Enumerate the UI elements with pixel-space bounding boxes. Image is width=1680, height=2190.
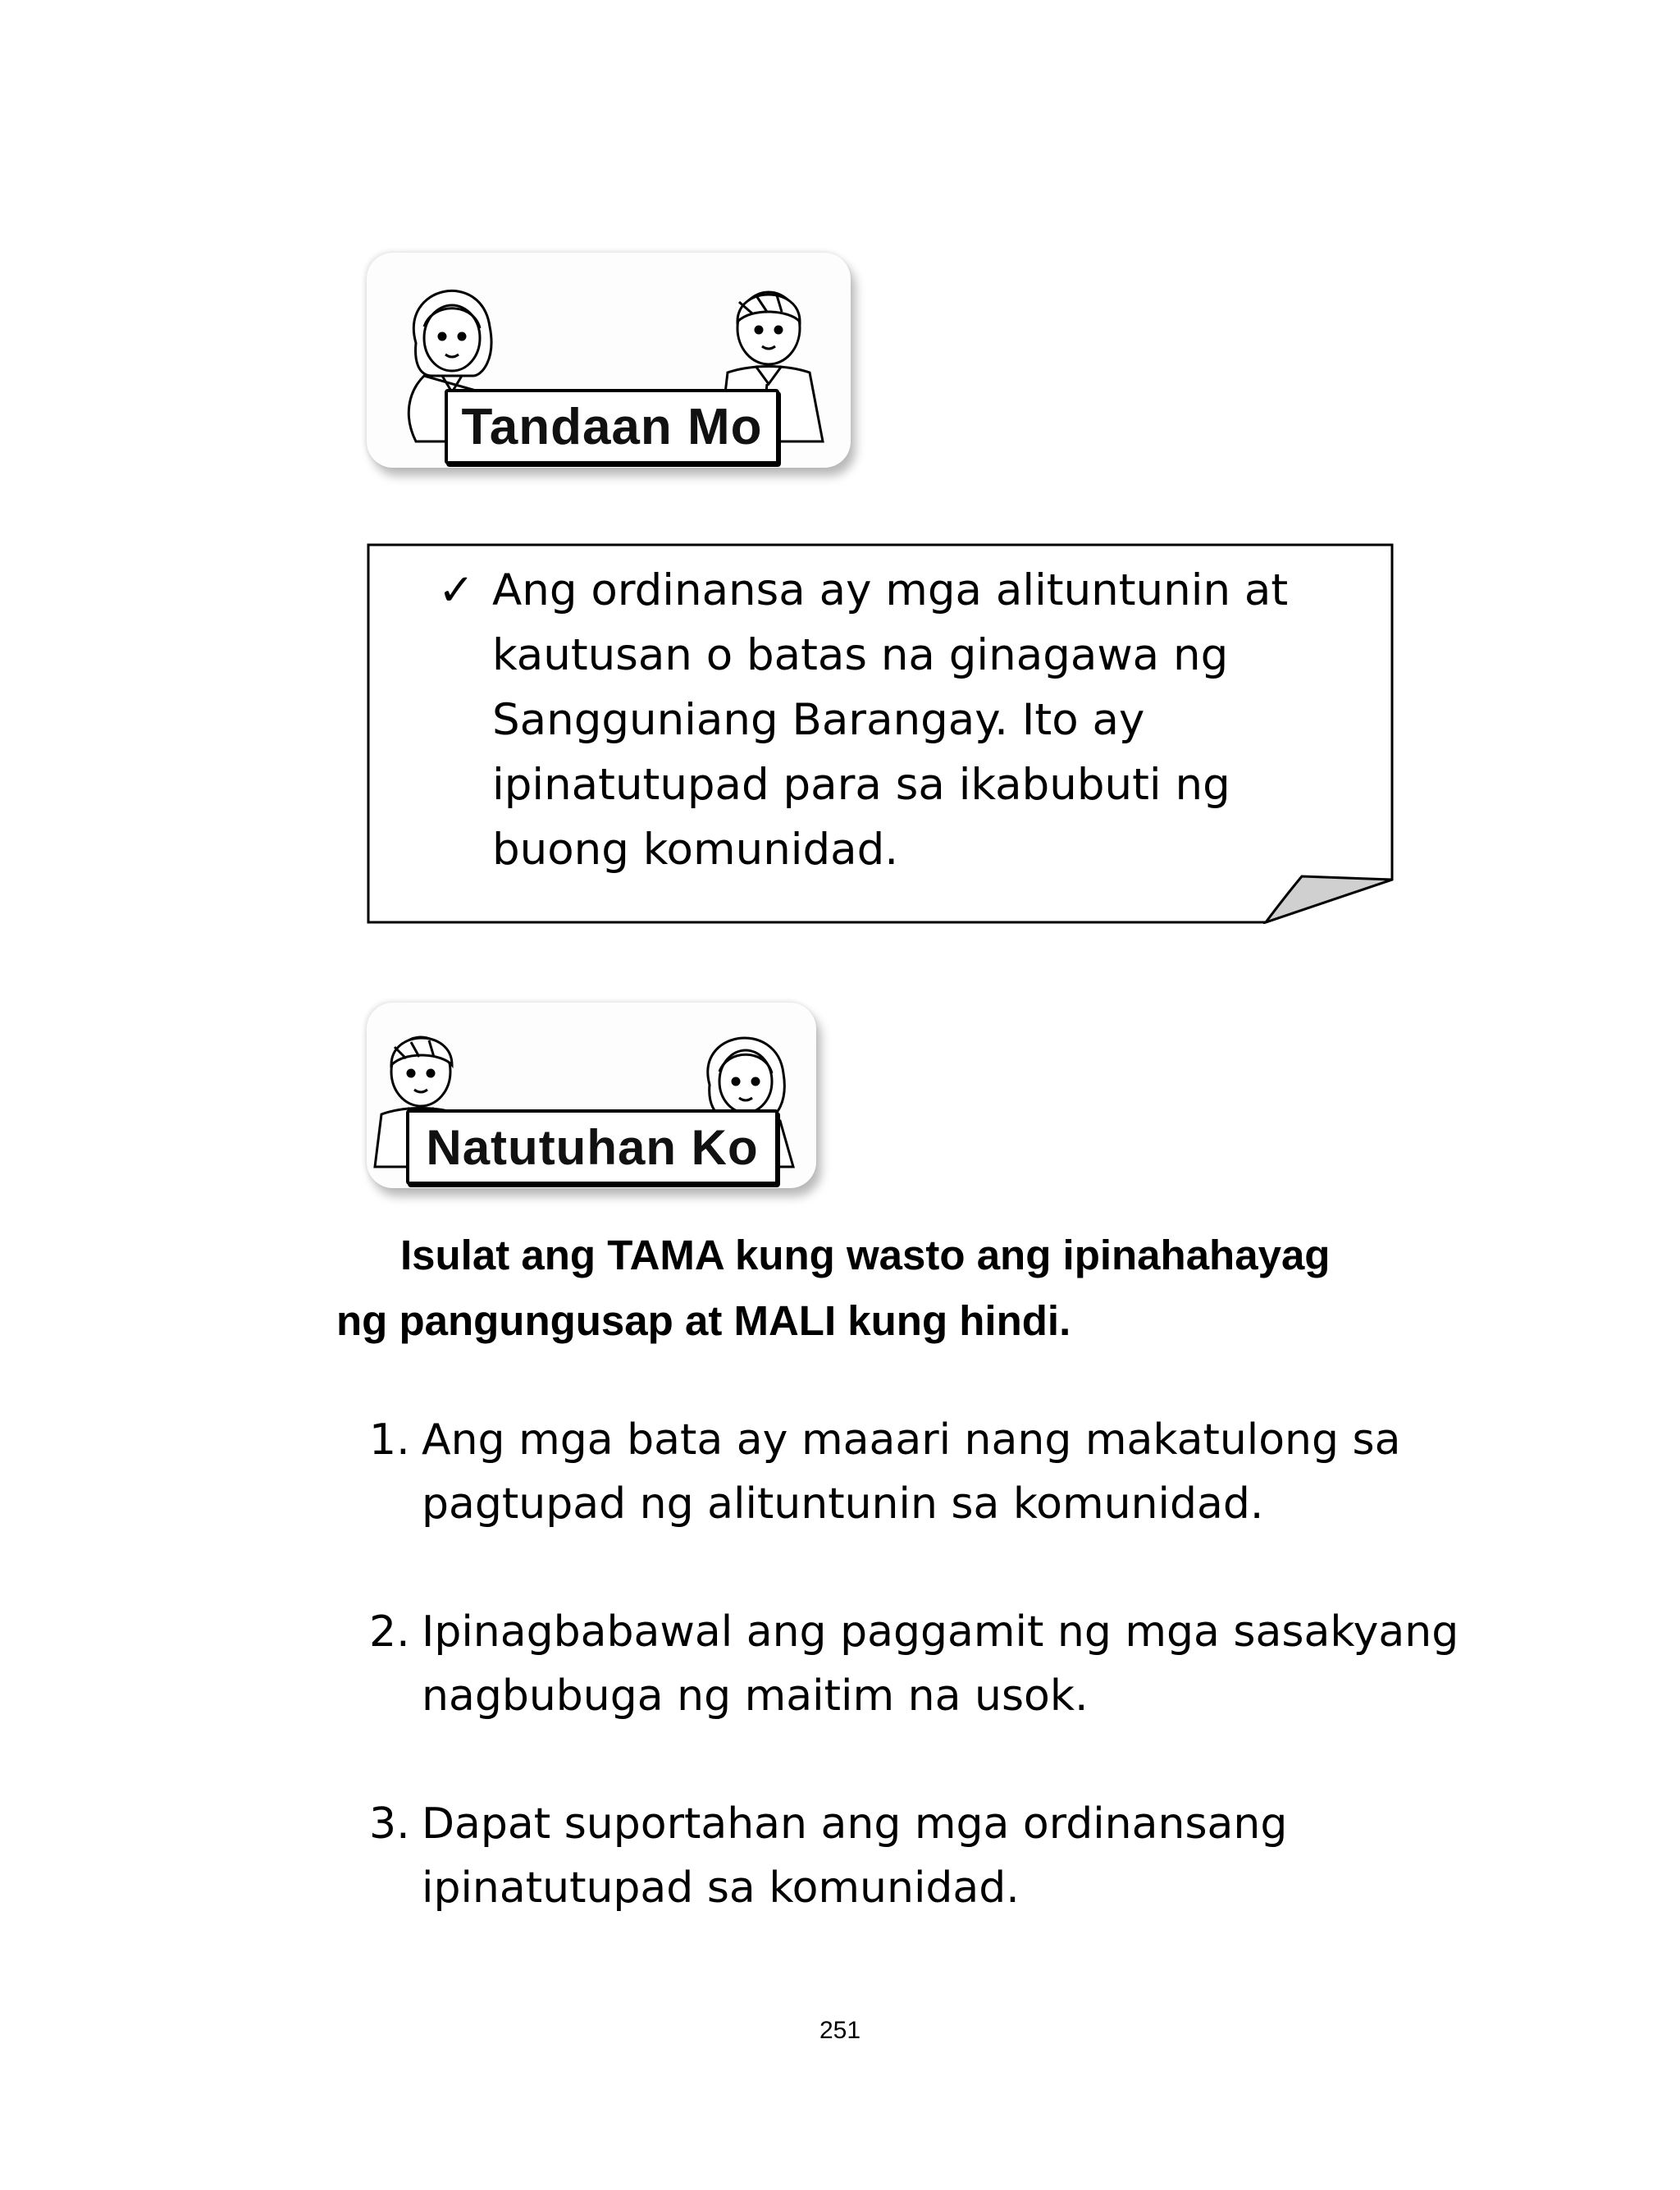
instruction-text — [336, 1223, 1485, 1354]
page-number: 251 — [819, 2017, 861, 2044]
list-item — [369, 1792, 1518, 1920]
tandaan-mo-badge — [367, 253, 851, 468]
natutuhan-ko-title: Natutuhan Ko — [406, 1109, 778, 1185]
list-item — [369, 1600, 1518, 1728]
item-text: Dapat suportahan ang mga ordinansang ipinatutupad sa komunidad. — [422, 1799, 1288, 1913]
tandaan-note-box — [367, 543, 1394, 924]
instruction-line-2: ng pangungusap at MALI kung hindi. — [336, 1297, 1071, 1344]
instruction-line-1: Isulat ang TAMA kung wasto ang ipinahahayag — [400, 1232, 1331, 1278]
item-number: 3. — [369, 1799, 410, 1849]
list-item — [369, 1408, 1518, 1536]
tandaan-note-text: Ang ordinansa ay mga alituntunin at kautusan o batas na ginagawa ng Sangguniang Barangay. Ito ay ipinatutupad para sa ikabubuti ng buong komunidad. — [492, 565, 1289, 875]
natutuhan-ko-badge — [367, 1003, 816, 1188]
checkmark-icon: ✓ — [438, 565, 475, 615]
tandaan-mo-title: Tandaan Mo — [445, 389, 779, 464]
question-list — [369, 1408, 1518, 1984]
item-number: 2. — [369, 1607, 410, 1657]
item-text: Ang mga bata ay maaari nang makatulong sa pagtupad ng alituntunin sa komunidad. — [422, 1415, 1401, 1529]
item-text: Ipinagbabawal ang paggamit ng mga sasakyang nagbubuga ng maitim na usok. — [422, 1607, 1459, 1721]
item-number: 1. — [369, 1415, 410, 1465]
